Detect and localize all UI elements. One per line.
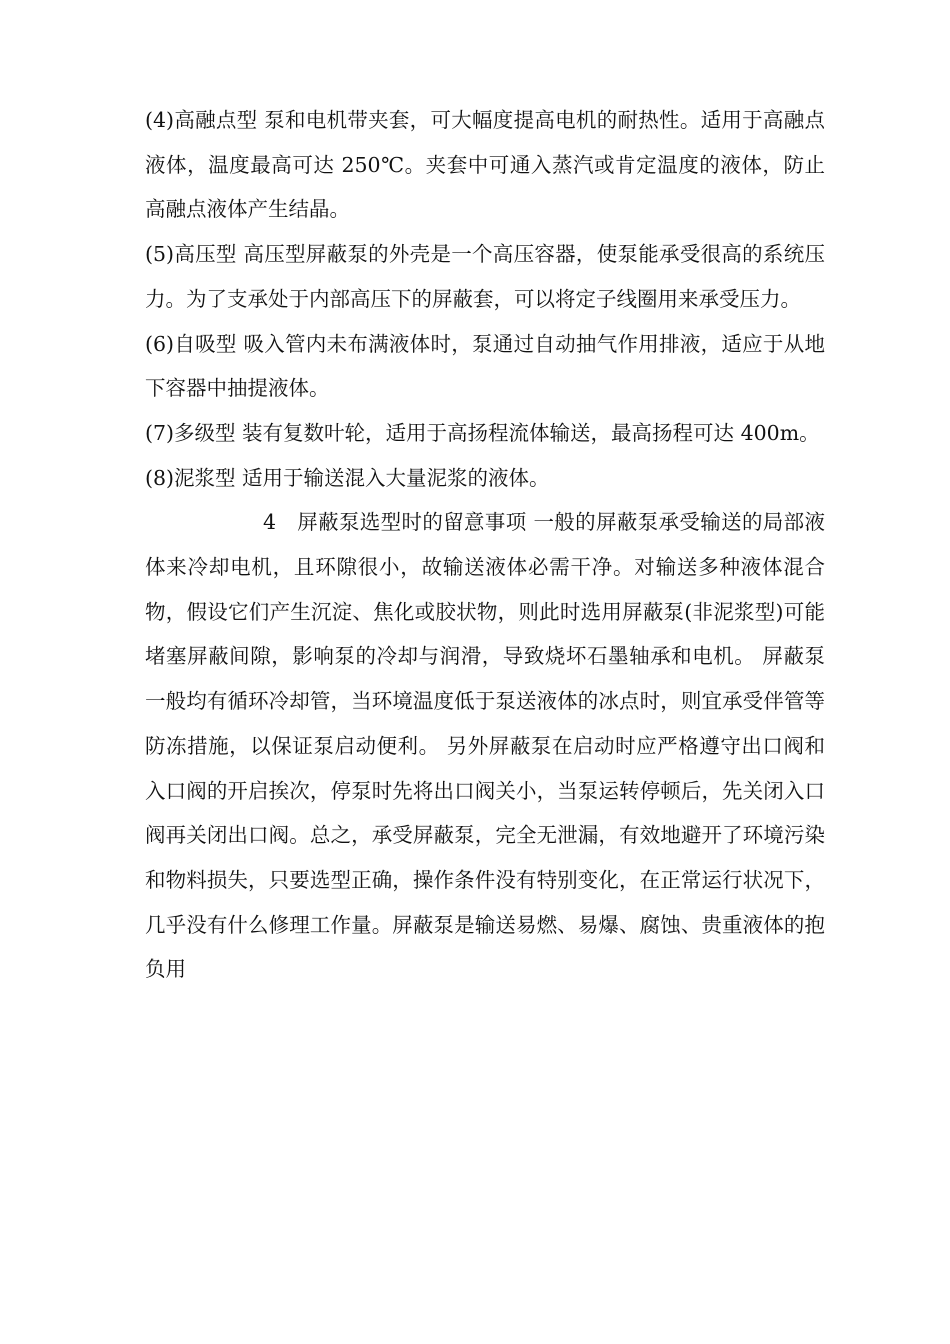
paragraph-high-pressure-type: (5)高压型 高压型屏蔽泵的外壳是一个高压容器，使泵能承受很高的系统压力。为了支承处于内部高压下的屏蔽套，可以将定子线圈用来承受压力。	[145, 242, 825, 311]
paragraph-multistage-type: (7)多级型 装有复数叶轮，适用于高扬程流体输送，最高扬程可达 400m。	[145, 420, 820, 445]
paragraph-high-melting-type: (4)高融点型 泵和电机带夹套，可大幅度提高电机的耐热性。适用于高融点液体，温度最高可达 250℃。夹套中可通入蒸汽或肯定温度的液体，防止高融点液体产生结晶。	[145, 108, 825, 222]
document-body	[145, 98, 825, 992]
paragraph-slurry-type: (8)泥浆型 适用于输送混入大量泥浆的液体。	[145, 465, 550, 490]
paragraph-self-priming-type: (6)自吸型 吸入管内未布满液体时，泵通过自动抽气作用排液，适应于从地下容器中抽提液体。	[145, 331, 825, 401]
paragraph-selection-notes: 4 屏蔽泵选型时的留意事项 一般的屏蔽泵承受输送的局部液体来冷却电机，且环隙很小，故输送液体必需干净。对输送多种液体混合物，假设它们产生沉淀、焦化或胶状物，则此时选用屏蔽泵(非泥浆型)可能堵塞屏蔽间隙，影响泵的冷却与润滑，导致烧坏石墨轴承和电机。 屏蔽泵一般均有循环冷却管，当环境温度低于泵送液体的冰点时，则宜承受伴管等防冻措施，以保证泵启动便利。 另外屏蔽泵在启动时应严格遵守出口阀和入口阀的开启挨次，停泵时先将出口阀关小，当泵运转停顿后，先关闭入口阀再关闭出口阀。总之，承受屏蔽泵，完全无泄漏，有效地避开了环境污染和物料损失，只要选型正确，操作条件没有特别变化，在正常运行状况下，几乎没有什么修理工作量。屏蔽泵是输送易燃、易爆、腐蚀、贵重液体的抱负用	[145, 510, 825, 982]
